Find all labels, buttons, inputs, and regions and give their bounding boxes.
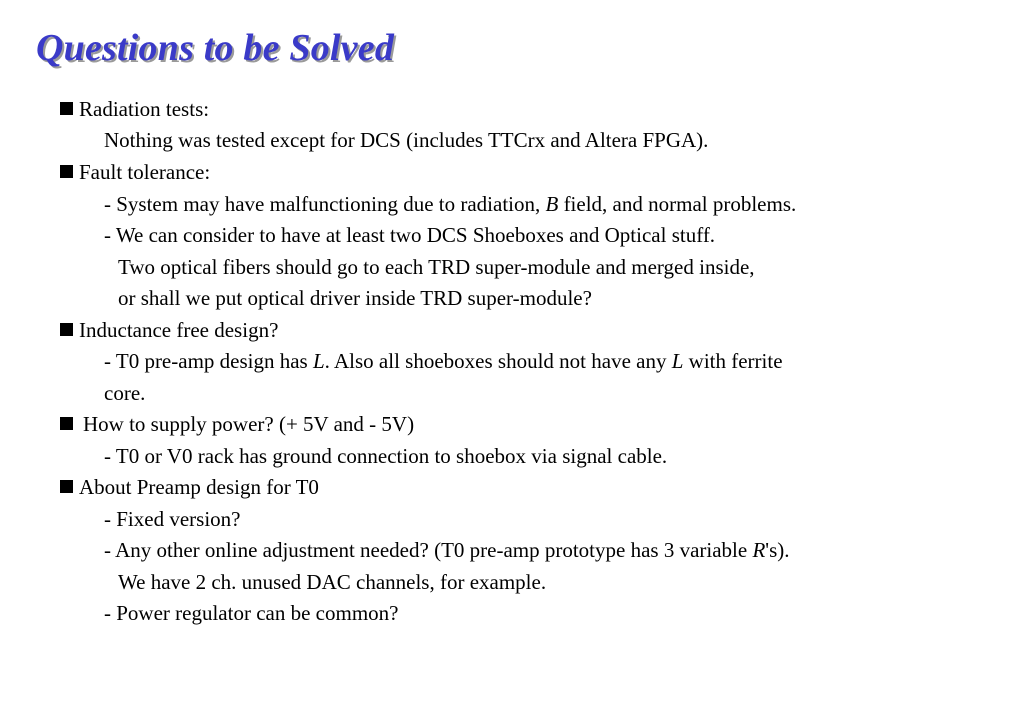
italic-variable: L bbox=[671, 349, 684, 373]
bullet-item-preamp-design bbox=[60, 475, 319, 499]
bullet-heading: Radiation tests: bbox=[79, 97, 210, 121]
bullet-heading: About Preamp design for T0 bbox=[79, 475, 319, 499]
body-line: Nothing was tested except for DCS (includes TTCrx and Altera FPGA). bbox=[104, 128, 709, 152]
body-line: - T0 or V0 rack has ground connection to shoebox via signal cable. bbox=[104, 444, 668, 468]
bullet-item-power-supply bbox=[60, 412, 414, 436]
body-line: - We can consider to have at least two DCS Shoeboxes and Optical stuff. bbox=[104, 223, 716, 247]
slide-title: Questions to be Solved bbox=[36, 27, 395, 69]
body-line: - Any other online adjustment needed? (T0 pre-amp prototype has 3 variable R's). bbox=[104, 538, 790, 562]
body-line: - Fixed version? bbox=[104, 507, 241, 531]
square-bullet-icon bbox=[60, 102, 73, 115]
body-line: - Power regulator can be common? bbox=[104, 601, 399, 625]
bullet-item-radiation-tests bbox=[60, 97, 209, 121]
square-bullet-icon bbox=[60, 480, 73, 493]
italic-variable: R bbox=[752, 538, 766, 562]
italic-variable: B bbox=[545, 192, 559, 216]
body-line: or shall we put optical driver inside TRD super-module? bbox=[118, 286, 592, 310]
bullet-heading: Fault tolerance: bbox=[79, 160, 211, 184]
italic-variable: L bbox=[312, 349, 325, 373]
body-line: - System may have malfunctioning due to radiation, B field, and normal problems. bbox=[104, 192, 797, 216]
bullet-heading: How to supply power? (+ 5V and - 5V) bbox=[83, 412, 415, 436]
square-bullet-icon bbox=[60, 165, 73, 178]
body-line: core. bbox=[104, 381, 146, 405]
square-bullet-icon bbox=[60, 417, 73, 430]
body-line: - T0 pre-amp design has L. Also all shoeboxes should not have any L with ferrite bbox=[104, 349, 783, 373]
body-line: We have 2 ch. unused DAC channels, for example. bbox=[118, 570, 547, 594]
square-bullet-icon bbox=[60, 323, 73, 336]
bullet-heading: Inductance free design? bbox=[79, 318, 279, 342]
bullet-item-fault-tolerance bbox=[60, 160, 210, 184]
bullet-item-inductance bbox=[60, 318, 278, 342]
body-line: Two optical fibers should go to each TRD super-module and merged inside, bbox=[118, 255, 755, 279]
